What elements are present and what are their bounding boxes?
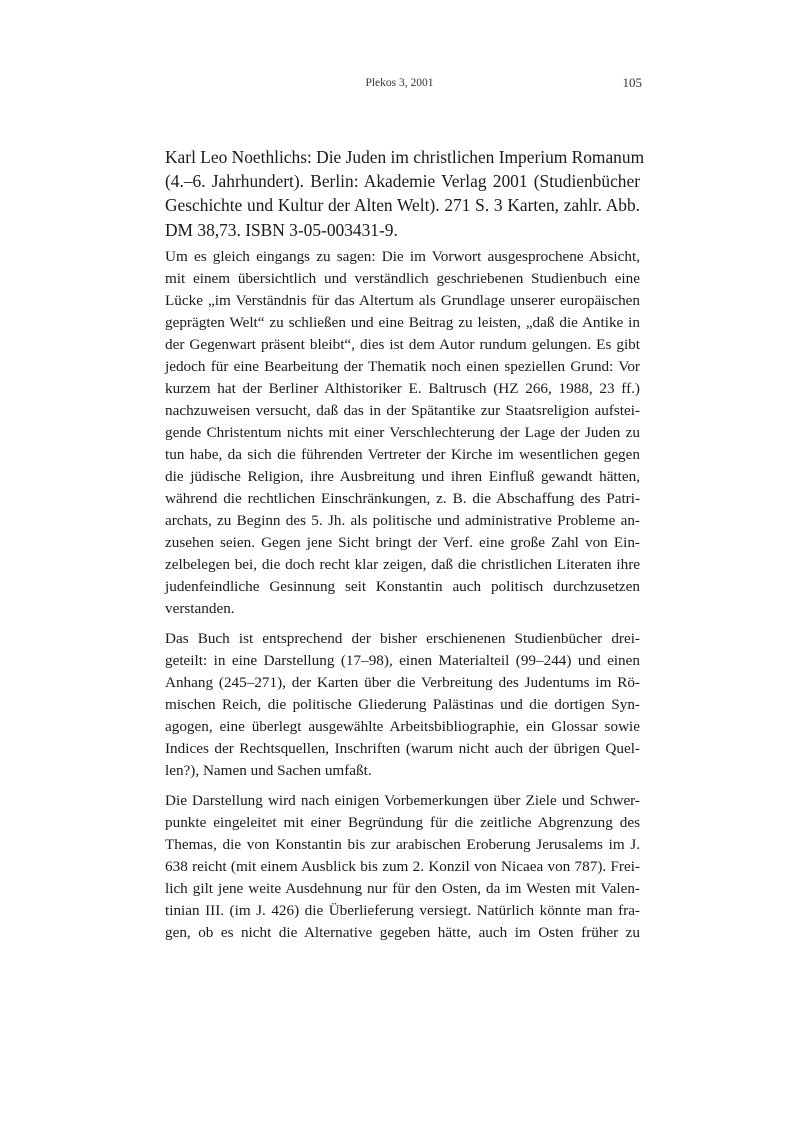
text-line: jedoch für eine Bearbeitung der Thematik noch einen speziellen Grund: Vor — [165, 358, 640, 375]
text-line: Um es gleich eingangs zu sagen: Die im Vorwort ausgesprochene Absicht, — [165, 248, 640, 265]
running-head — [0, 75, 799, 93]
text-line: Lücke „im Verständnis für das Altertum als Grundlage unserer europäischen — [165, 292, 640, 309]
text-line: während die rechtlichen Einschränkungen, z. B. die Abschaffung des Patri- — [165, 490, 640, 507]
text-line: nachzuweisen versucht, daß das in der Spätantike zur Staatsreligion aufstei- — [165, 402, 640, 419]
text-line: tinian III. (im J. 426) die Überlieferung versiegt. Natürlich könnte man fra- — [165, 902, 640, 919]
paragraph-1 — [165, 246, 640, 620]
text-line: agogen, eine überlegt ausgewählte Arbeitsbibliographie, ein Glossar sowie — [165, 718, 640, 735]
text-line: lich gilt jene weite Ausdehnung nur für den Osten, da im Westen mit Valen- — [165, 880, 640, 897]
review-body — [165, 246, 640, 952]
heading-line: (4.–6. Jahrhundert). Berlin: Akademie Verlag 2001 (Studienbücher — [165, 171, 640, 192]
review-heading — [165, 145, 645, 242]
heading-line: Karl Leo Noethlichs: Die Juden im christlichen Imperium Romanum — [165, 147, 645, 167]
text-line: Indices der Rechtsquellen, Inschriften (warum nicht auch der übrigen Quel- — [165, 740, 640, 757]
page-number: 105 — [622, 75, 642, 90]
text-line: zusehen seien. Gegen jene Sicht bringt der Verf. eine große Zahl von Ein- — [165, 534, 640, 551]
text-line: 638 reicht (mit einem Ausblick bis zum 2. Konzil von Nicaea von 787). Frei- — [165, 858, 640, 875]
heading-line: Geschichte und Kultur der Alten Welt). 271 S. 3 Karten, zahlr. Abb. — [165, 195, 640, 216]
text-line: tun habe, da sich die führenden Vertreter der Kirche im wesentlichen gegen — [165, 446, 640, 463]
text-line: Themas, die von Konstantin bis zur arabischen Eroberung Jerusalems im J. — [165, 836, 640, 853]
text-line: der Gegenwart präsent bleibt“, dies ist dem Autor rundum gelungen. Es gibt — [165, 336, 640, 353]
text-line: zelbelegen bei, die doch recht klar zeigen, daß die christlichen Literaten ihre — [165, 556, 640, 573]
paragraph-3 — [165, 790, 640, 944]
text-line: len?), Namen und Sachen umfaßt. — [165, 762, 372, 779]
text-line: Die Darstellung wird nach einigen Vorbemerkungen über Ziele und Schwer- — [165, 792, 640, 809]
text-line: verstanden. — [165, 600, 235, 617]
text-line: geteilt: in eine Darstellung (17–98), einen Materialteil (99–244) und einen — [165, 652, 640, 669]
text-line: judenfeindliche Gesinnung seit Konstantin auch politisch durchzusetzen — [165, 578, 640, 595]
journal-citation: Plekos 3, 2001 — [365, 77, 434, 89]
text-line: mit einem übersichtlich und verständlich geschriebenen Studienbuch eine — [165, 270, 640, 287]
text-line: mischen Reich, die politische Gliederung Palästinas und die dortigen Syn- — [165, 696, 640, 713]
text-line: geprägten Welt“ zu schließen und eine Beitrag zu leisten, „daß die Antike in — [165, 314, 640, 331]
paragraph-2 — [165, 628, 640, 782]
heading-line: DM 38,73. ISBN 3-05-003431-9. — [165, 219, 398, 240]
text-line: kurzem hat der Berliner Althistoriker E. Baltrusch (HZ 266, 1988, 23 ff.) — [165, 380, 640, 397]
text-line: punkte eingeleitet mit einer Begründung für die zeitliche Abgrenzung des — [165, 814, 640, 831]
text-line: gen, ob es nicht die Alternative gegeben hätte, auch im Osten früher zu — [165, 924, 640, 941]
text-line: die jüdische Religion, ihre Ausbreitung und ihren Einfluß gewandt hätten, — [165, 468, 640, 485]
text-line: Das Buch ist entsprechend der bisher erschienenen Studienbücher drei- — [165, 630, 640, 647]
text-line: Anhang (245–271), der Karten über die Verbreitung des Judentums im Rö- — [165, 674, 640, 691]
text-line: archats, zu Beginn des 5. Jh. als politische und administrative Probleme an- — [165, 512, 640, 529]
text-line: gende Christentum nichts mit einer Verschlechterung der Lage der Juden zu — [165, 424, 640, 441]
